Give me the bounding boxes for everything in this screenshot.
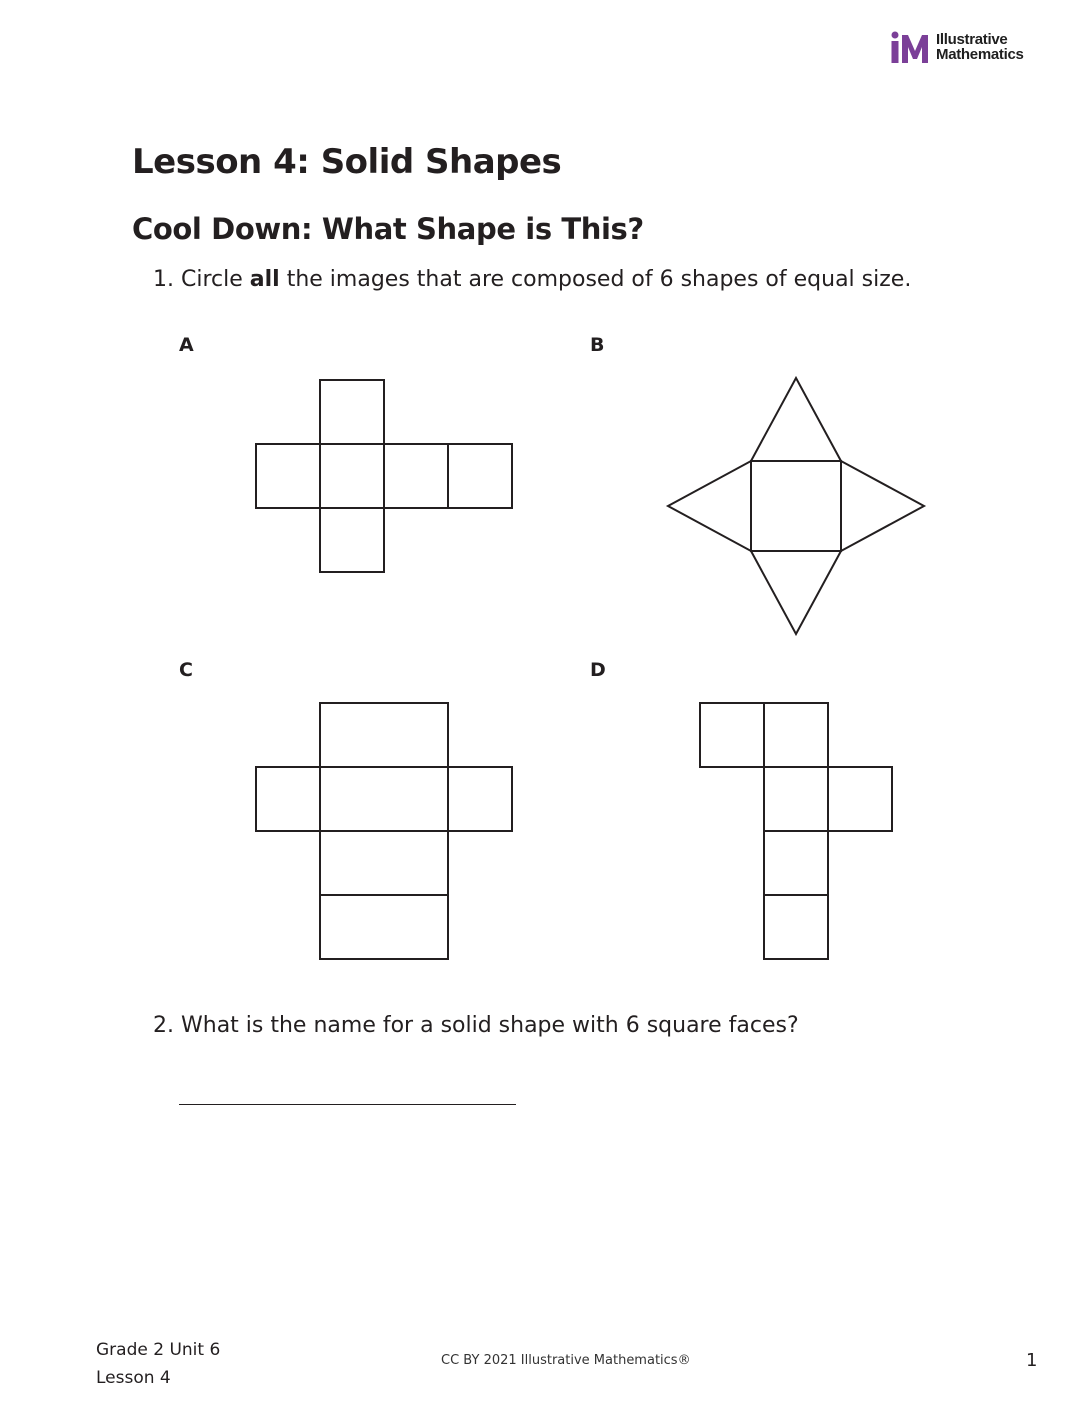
question-1-text-after: the images that are composed of 6 shapes of equal size. [279,267,912,292]
figure-b-net [668,378,924,634]
figure-b-label: B [590,334,605,356]
question-1-number: 1. [153,267,174,292]
net-b-triangle-right [841,461,924,551]
figure-a-net [256,380,512,572]
net-b-triangle-bottom [751,551,841,634]
net-c-rect-center [320,767,448,831]
figure-d-net [700,703,892,959]
net-b-triangle-top [751,378,841,461]
net-c-rect-bottom [320,895,448,959]
net-a-square-left [256,444,320,508]
net-c-rect-top [320,703,448,767]
net-d-square-bottom [764,895,828,959]
net-d-square-top-left [700,703,764,767]
figure-c-label: C [179,659,193,681]
net-c-square-right [448,767,512,831]
net-b-square-base [751,461,841,551]
net-a-square-center [320,444,384,508]
net-d-square-middle [764,767,828,831]
question-2-text: What is the name for a solid shape with 6 square faces? [181,1013,799,1038]
net-c-square-left [256,767,320,831]
net-b-triangle-left [668,461,751,551]
footer-grade-unit: Grade 2 Unit 6 [96,1340,221,1360]
page-number: 1 [1026,1350,1038,1371]
net-d-square-lower [764,831,828,895]
net-a-square-bottom [320,508,384,572]
net-c-rect-lower [320,831,448,895]
figure-c-net [256,703,512,959]
net-a-square-right [384,444,448,508]
question-2-number: 2. [153,1013,174,1038]
footer-course-info [96,1336,220,1392]
question-1-text-before: Circle [181,267,250,292]
footer-lesson: Lesson 4 [96,1368,171,1388]
net-d-square-right [828,767,892,831]
activity-title: Cool Down: What Shape is This? [132,212,644,246]
figure-a-label: A [179,334,194,356]
footer-copyright: CC BY 2021 Illustrative Mathematics® [441,1353,691,1368]
question-2 [153,1013,799,1038]
net-a-square-far-right [448,444,512,508]
net-a-square-top [320,380,384,444]
net-d-square-top [764,703,828,767]
logo-line-1: Illustrative [936,31,1008,48]
logo-line-2: Mathematics [936,46,1024,63]
page-title: Lesson 4: Solid Shapes [132,142,562,182]
question-1-emphasis: all [249,267,280,292]
answer-line[interactable] [179,1104,516,1105]
figure-d-label: D [590,659,606,681]
